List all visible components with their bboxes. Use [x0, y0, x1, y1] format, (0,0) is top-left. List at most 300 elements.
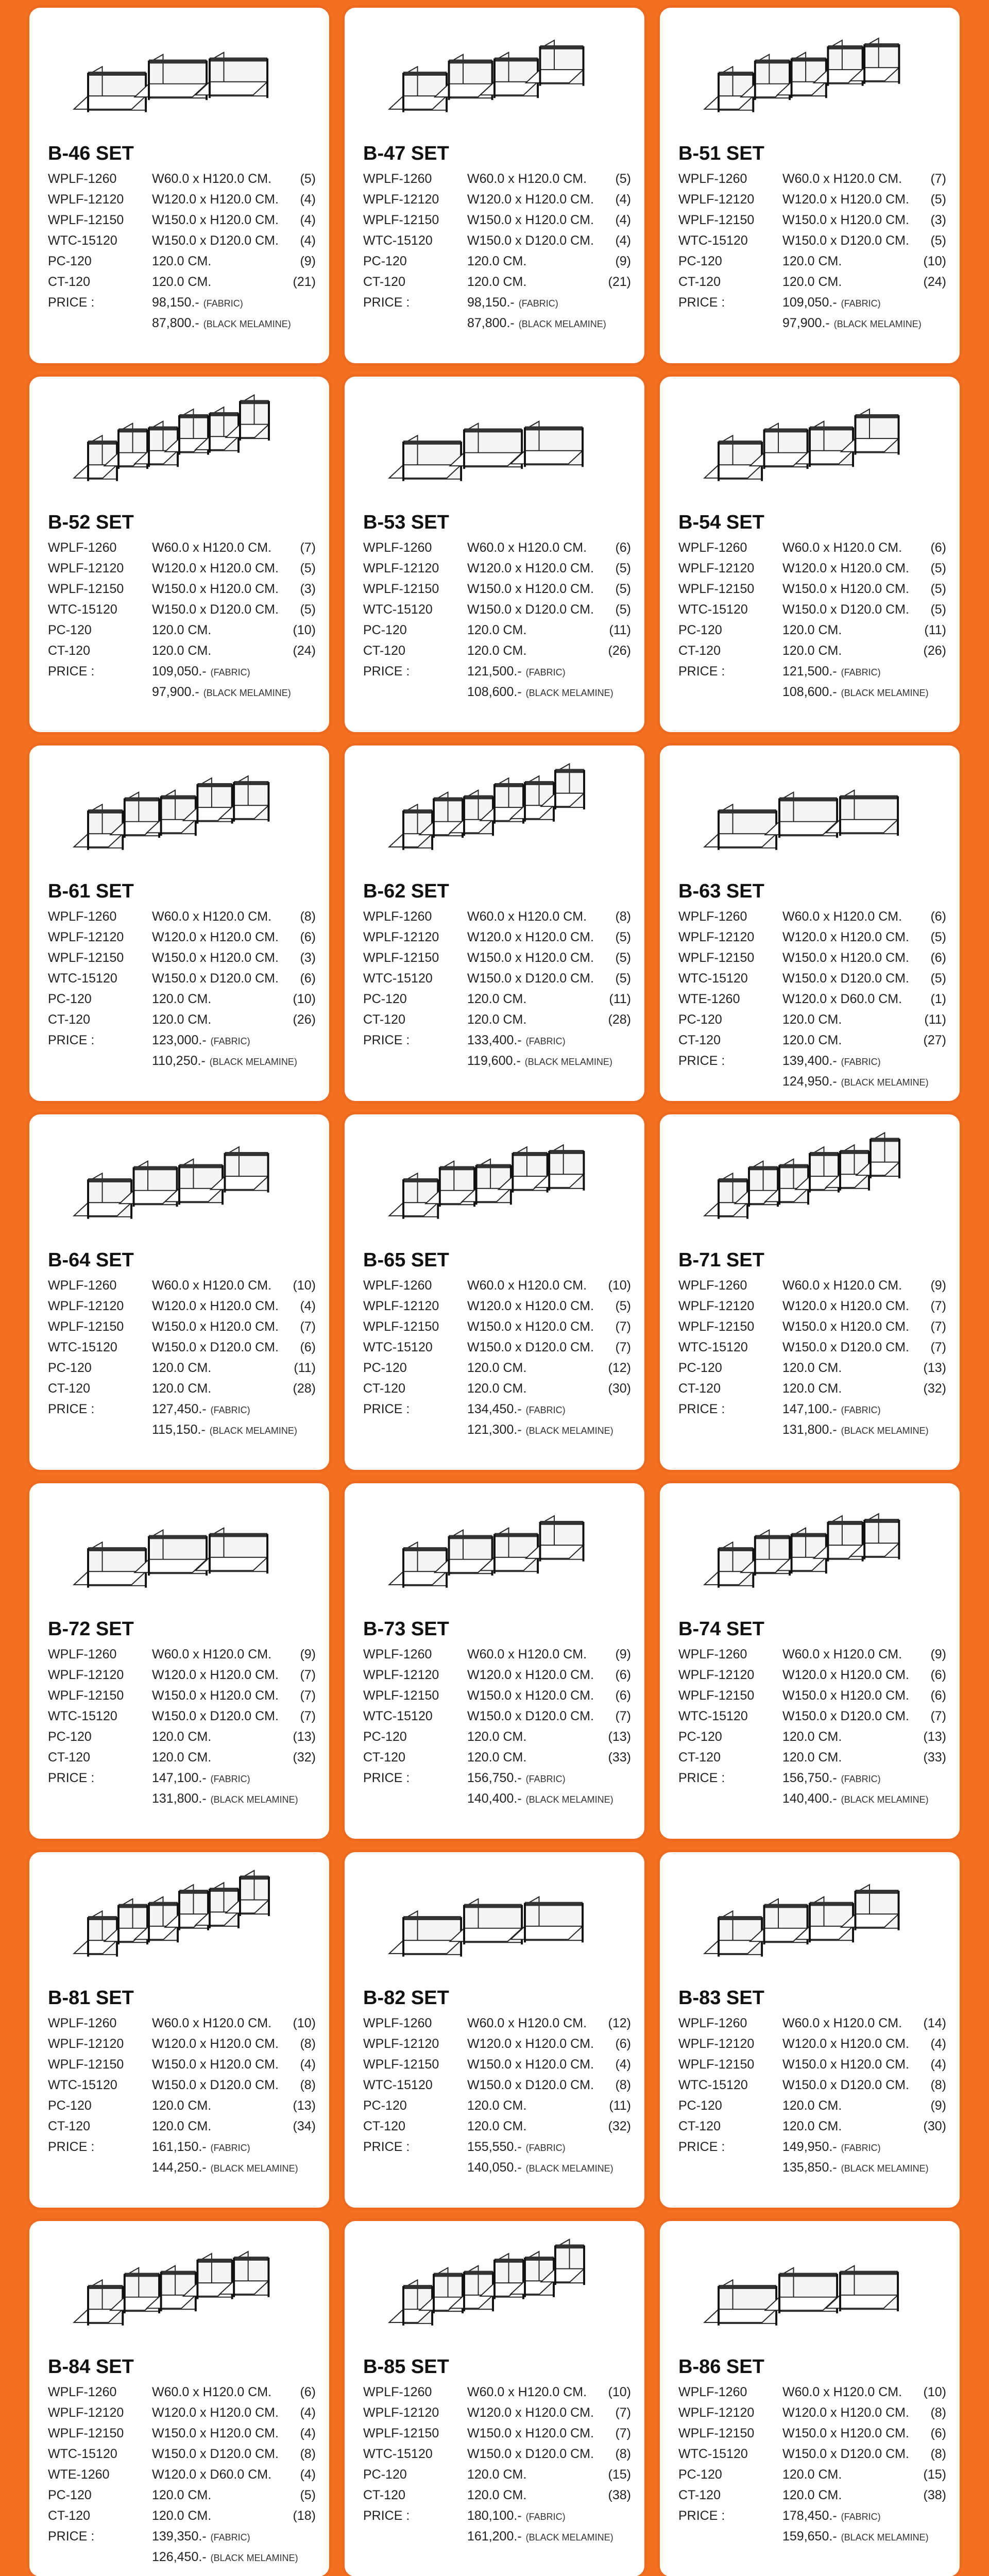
black-melamine-note: (BLACK MELAMINE) — [203, 687, 291, 698]
component-qty: (4) — [300, 212, 316, 227]
component-code: PC-120 — [678, 2098, 722, 2113]
component-code: WTC-15120 — [363, 1340, 433, 1354]
set-title: B-81 SET — [48, 1987, 134, 2009]
set-card — [657, 1112, 962, 1472]
component-row — [363, 2423, 631, 2444]
set-title: B-54 SET — [678, 512, 764, 533]
component-qty: (10) — [608, 2384, 631, 2399]
panel-frame — [179, 1164, 223, 1168]
price-row-fabric — [678, 1768, 946, 1788]
price-row-black — [48, 2547, 316, 2567]
price-row-fabric — [678, 1050, 946, 1071]
component-row — [678, 906, 946, 927]
price-row-black — [363, 1050, 631, 1071]
component-code: PC-120 — [48, 1360, 92, 1375]
component-size: W120.0 x H120.0 CM. — [152, 929, 279, 944]
component-row — [48, 1685, 316, 1706]
panel-frame — [210, 1533, 267, 1537]
panel-frame — [513, 1152, 547, 1156]
set-card — [342, 1481, 647, 1841]
set-title: B-72 SET — [48, 1618, 134, 1640]
panel-frame — [549, 1150, 584, 1154]
component-qty: (9) — [300, 253, 316, 268]
component-row — [363, 2402, 631, 2423]
component-code: PC-120 — [48, 2487, 92, 2502]
workstation-drawing — [705, 1133, 899, 1219]
component-qty: (5) — [930, 929, 946, 944]
component-qty: (6) — [930, 909, 946, 924]
panel-frame — [88, 1916, 117, 1920]
component-size: W150.0 x D120.0 CM. — [467, 1340, 594, 1354]
component-list — [363, 168, 631, 333]
component-qty: (5) — [300, 2487, 316, 2502]
panel-frame — [464, 1904, 522, 1908]
component-code: WPLF-1260 — [363, 2384, 432, 2399]
set-card — [342, 1850, 647, 2210]
component-code: WPLF-12150 — [48, 212, 124, 227]
component-size: W120.0 x H120.0 CM. — [782, 561, 909, 575]
workstation-drawing — [705, 38, 899, 112]
component-size: W150.0 x D120.0 CM. — [782, 602, 909, 617]
workstation-drawing — [389, 1516, 584, 1588]
price-black-melamine: 121,300.- — [467, 1422, 522, 1437]
product-grid — [27, 5, 962, 2576]
panel-frame — [810, 1152, 839, 1156]
component-code: CT-120 — [48, 2508, 90, 2523]
component-qty: (28) — [293, 1381, 316, 1396]
component-code: WPLF-12150 — [363, 2426, 439, 2441]
component-row — [678, 1747, 946, 1768]
component-size: 120.0 CM. — [467, 1381, 527, 1396]
component-size: W60.0 x H120.0 CM. — [467, 2384, 587, 2399]
panel-frame — [779, 798, 837, 802]
component-code: WPLF-12150 — [678, 212, 755, 227]
component-qty: (5) — [615, 561, 631, 575]
black-melamine-note: (BLACK MELAMINE) — [210, 2163, 298, 2174]
panel-frame — [555, 2244, 584, 2248]
component-qty: (7) — [300, 1688, 316, 1703]
component-size: W150.0 x H120.0 CM. — [782, 1319, 909, 1334]
set-info — [678, 512, 946, 702]
component-row — [363, 2054, 631, 2075]
component-code: WTC-15120 — [48, 233, 117, 248]
component-qty: (5) — [615, 581, 631, 596]
component-qty: (4) — [615, 233, 631, 248]
component-size: 120.0 CM. — [467, 253, 527, 268]
workstation-illustration — [660, 1483, 960, 1617]
component-code: WTC-15120 — [48, 1708, 117, 1723]
component-qty: (8) — [930, 2446, 946, 2461]
price-row-fabric — [363, 1768, 631, 1788]
component-row — [678, 620, 946, 640]
price-black-melamine: 144,250.- — [152, 2160, 207, 2175]
component-code: CT-120 — [678, 274, 721, 289]
component-row — [678, 2402, 946, 2423]
component-qty: (5) — [300, 561, 316, 575]
component-code: WTC-15120 — [48, 602, 117, 617]
component-row — [678, 947, 946, 968]
component-code: WTC-15120 — [48, 1340, 117, 1354]
component-size: W150.0 x D120.0 CM. — [782, 971, 909, 986]
component-size: W120.0 x H120.0 CM. — [782, 2405, 909, 2420]
component-size: W120.0 x H120.0 CM. — [467, 929, 594, 944]
set-info — [48, 143, 316, 333]
component-row — [48, 2423, 316, 2444]
component-size: W120.0 x H120.0 CM. — [152, 192, 279, 207]
component-code: CT-120 — [363, 1012, 405, 1027]
component-size: W150.0 x H120.0 CM. — [782, 212, 909, 227]
component-size: W150.0 x D120.0 CM. — [152, 971, 279, 986]
price-fabric: 149,950.- — [782, 2139, 837, 2154]
workstation-illustration — [29, 1114, 329, 1248]
component-row — [363, 2382, 631, 2402]
set-info — [363, 1987, 631, 2178]
component-row — [363, 579, 631, 599]
component-code: WPLF-1260 — [48, 540, 117, 555]
workstation-illustration — [345, 1114, 644, 1248]
panel-frame — [494, 2259, 523, 2263]
component-size: 120.0 CM. — [152, 2098, 212, 2113]
panel-frame — [540, 1521, 583, 1525]
component-code: WPLF-12120 — [48, 929, 124, 944]
component-code: WTC-15120 — [363, 1708, 433, 1723]
price-row-black — [678, 313, 946, 333]
component-code: WTC-15120 — [678, 2077, 748, 2092]
component-code: CT-120 — [678, 2487, 721, 2502]
workstation-drawing — [705, 1885, 899, 1957]
component-row — [48, 2485, 316, 2505]
component-row — [363, 1275, 631, 1296]
panel-frame — [494, 1533, 538, 1537]
price-row-fabric — [48, 1399, 316, 1419]
workstation-illustration — [29, 377, 329, 511]
price-row-fabric — [678, 292, 946, 313]
component-row — [48, 189, 316, 210]
component-code: WPLF-1260 — [678, 1278, 747, 1293]
component-qty: (10) — [293, 991, 316, 1006]
component-row — [363, 1378, 631, 1399]
component-code: WTE-1260 — [48, 2467, 110, 2482]
component-row — [678, 2075, 946, 2095]
component-size: 120.0 CM. — [152, 1729, 212, 1744]
price-label: PRICE : — [363, 1770, 410, 1785]
component-code: WPLF-1260 — [678, 2384, 747, 2399]
panel-frame — [210, 58, 267, 62]
component-code: PC-120 — [678, 253, 722, 268]
component-qty: (14) — [923, 2015, 946, 2030]
component-code: WTC-15120 — [363, 602, 433, 617]
price-black-wrap — [782, 1422, 946, 1437]
component-code: PC-120 — [48, 991, 92, 1006]
price-fabric: 123,000.- — [152, 1032, 207, 1047]
component-row — [363, 1296, 631, 1316]
price-fabric-wrap — [467, 2140, 631, 2155]
component-qty: (7) — [615, 1340, 631, 1354]
component-qty: (10) — [608, 1278, 631, 1293]
component-row — [678, 1726, 946, 1747]
component-size: 120.0 CM. — [782, 643, 842, 658]
component-row — [48, 927, 316, 947]
component-row — [678, 1009, 946, 1030]
component-row — [678, 579, 946, 599]
set-title: B-64 SET — [48, 1249, 134, 1271]
component-qty: (6) — [930, 540, 946, 555]
price-fabric: 178,450.- — [782, 2508, 837, 2523]
component-code: CT-120 — [363, 1381, 405, 1396]
component-code: CT-120 — [678, 1032, 721, 1047]
component-code: WPLF-12120 — [363, 561, 439, 575]
component-size: 120.0 CM. — [782, 2487, 842, 2502]
component-qty: (6) — [300, 1340, 316, 1354]
component-size: W150.0 x D120.0 CM. — [782, 1340, 909, 1354]
component-size: W120.0 x H120.0 CM. — [467, 2036, 594, 2051]
component-list — [678, 1644, 946, 1809]
component-size: W60.0 x H120.0 CM. — [467, 1278, 587, 1293]
component-row — [48, 251, 316, 272]
component-row — [363, 599, 631, 620]
set-info — [363, 1249, 631, 1440]
component-size: W150.0 x D120.0 CM. — [467, 2446, 594, 2461]
fabric-note: (FABRIC) — [525, 1773, 566, 1784]
component-code: WPLF-1260 — [363, 171, 432, 186]
panel-frame — [88, 1547, 146, 1551]
panel-frame — [403, 72, 447, 76]
component-qty: (9) — [615, 253, 631, 268]
component-qty: (26) — [293, 1012, 316, 1027]
component-list — [48, 537, 316, 702]
price-row-fabric — [363, 292, 631, 313]
component-code: WTC-15120 — [48, 2077, 117, 2092]
component-row — [678, 168, 946, 189]
set-card — [27, 1112, 332, 1472]
workstation-drawing — [389, 764, 584, 850]
component-size: 120.0 CM. — [152, 622, 212, 637]
component-qty: (38) — [923, 2487, 946, 2502]
component-list — [363, 2013, 631, 2178]
component-size: 120.0 CM. — [467, 2487, 527, 2502]
set-title: B-86 SET — [678, 2356, 764, 2378]
price-label: PRICE : — [48, 1032, 95, 1047]
price-row-black — [678, 1788, 946, 1809]
set-card — [27, 743, 332, 1104]
price-fabric-wrap — [782, 295, 946, 310]
set-card — [657, 1850, 962, 2210]
price-label: PRICE : — [363, 1032, 410, 1047]
panel-frame — [855, 1890, 898, 1894]
workstation-drawing — [74, 2251, 269, 2326]
component-size: W60.0 x H120.0 CM. — [467, 909, 587, 924]
component-size: W60.0 x H120.0 CM. — [152, 2015, 272, 2030]
component-row — [363, 1316, 631, 1337]
component-row — [678, 927, 946, 947]
component-size: 120.0 CM. — [467, 1729, 527, 1744]
component-row — [678, 230, 946, 251]
component-size: W150.0 x D120.0 CM. — [152, 233, 279, 248]
component-qty: (1) — [930, 991, 946, 1006]
component-row — [678, 1685, 946, 1706]
price-black-melamine: 97,900.- — [152, 684, 199, 699]
fabric-note: (FABRIC) — [525, 1036, 566, 1046]
panel-frame — [719, 1178, 747, 1182]
component-size: W150.0 x D120.0 CM. — [782, 2077, 909, 2092]
component-row — [363, 537, 631, 558]
component-code: CT-120 — [48, 1012, 90, 1027]
component-qty: (7) — [615, 1708, 631, 1723]
price-label: PRICE : — [48, 1770, 95, 1785]
component-code: WPLF-1260 — [363, 909, 432, 924]
component-qty: (5) — [300, 171, 316, 186]
component-row — [678, 1030, 946, 1050]
component-row — [678, 1706, 946, 1726]
component-row — [678, 1296, 946, 1316]
workstation-drawing — [705, 409, 899, 481]
fabric-note: (FABRIC) — [525, 667, 566, 677]
component-size: W150.0 x D120.0 CM. — [467, 971, 594, 986]
panel-frame — [161, 2271, 196, 2275]
price-black-wrap — [467, 1791, 631, 1806]
component-size: W150.0 x D120.0 CM. — [467, 2077, 594, 2092]
component-row — [48, 2033, 316, 2054]
component-qty: (4) — [300, 1298, 316, 1313]
workstation-drawing — [705, 2266, 898, 2326]
component-qty: (10) — [293, 2015, 316, 2030]
component-code: CT-120 — [48, 1381, 90, 1396]
component-size: W150.0 x H120.0 CM. — [467, 2426, 594, 2441]
component-row — [48, 2054, 316, 2075]
component-code: CT-120 — [363, 274, 405, 289]
component-qty: (4) — [615, 212, 631, 227]
component-row — [48, 906, 316, 927]
component-row — [48, 2382, 316, 2402]
price-black-wrap — [782, 2529, 946, 2544]
price-label: PRICE : — [48, 1401, 95, 1416]
component-size: W150.0 x D120.0 CM. — [467, 233, 594, 248]
panel-frame — [197, 2259, 232, 2263]
set-info — [363, 143, 631, 333]
component-size: W60.0 x H120.0 CM. — [467, 2015, 587, 2030]
black-melamine-note: (BLACK MELAMINE) — [203, 318, 291, 329]
price-row-black — [678, 682, 946, 702]
price-fabric-wrap — [467, 295, 631, 310]
price-row-black — [363, 313, 631, 333]
price-row-fabric — [48, 2526, 316, 2547]
component-qty: (9) — [930, 1278, 946, 1293]
component-list — [48, 2382, 316, 2567]
component-size: 120.0 CM. — [467, 1750, 527, 1765]
set-card — [27, 1850, 332, 2210]
panel-frame — [525, 781, 554, 785]
component-code: WPLF-12120 — [363, 929, 439, 944]
price-black-wrap — [152, 316, 316, 331]
price-black-wrap — [782, 316, 946, 331]
fabric-note: (FABRIC) — [210, 2532, 250, 2543]
component-row — [363, 189, 631, 210]
price-row-fabric — [48, 1030, 316, 1050]
price-black-wrap — [152, 2160, 316, 2175]
component-row — [363, 558, 631, 579]
set-title: B-73 SET — [363, 1618, 449, 1640]
component-qty: (5) — [930, 602, 946, 617]
panel-frame — [88, 809, 123, 814]
component-code: WPLF-12150 — [48, 1319, 124, 1334]
component-row — [48, 2075, 316, 2095]
black-melamine-note: (BLACK MELAMINE) — [841, 687, 929, 698]
component-qty: (24) — [293, 643, 316, 658]
price-black-melamine: 97,900.- — [782, 315, 830, 330]
component-qty: (6) — [615, 2036, 631, 2051]
component-list — [678, 2013, 946, 2178]
set-card — [27, 2218, 332, 2576]
component-row — [678, 2013, 946, 2033]
black-melamine-note: (BLACK MELAMINE) — [525, 687, 613, 698]
component-qty: (15) — [923, 2467, 946, 2482]
component-size: W150.0 x H120.0 CM. — [152, 2426, 279, 2441]
component-row — [678, 1378, 946, 1399]
set-info — [363, 512, 631, 702]
component-row — [48, 2095, 316, 2116]
component-code: WPLF-1260 — [678, 1647, 747, 1662]
set-title: B-83 SET — [678, 1987, 764, 2009]
set-card — [342, 5, 647, 366]
component-code: PC-120 — [48, 253, 92, 268]
component-size: W120.0 x H120.0 CM. — [782, 1298, 909, 1313]
component-code: WTC-15120 — [678, 233, 748, 248]
component-qty: (4) — [300, 2405, 316, 2420]
component-row — [48, 1747, 316, 1768]
component-row — [363, 230, 631, 251]
component-qty: (8) — [300, 2446, 316, 2461]
panel-frame — [828, 45, 862, 49]
component-size: 120.0 CM. — [782, 1729, 842, 1744]
panel-frame — [149, 60, 207, 64]
component-list — [48, 1275, 316, 1440]
component-code: WPLF-12120 — [678, 1298, 755, 1313]
component-code: CT-120 — [48, 274, 90, 289]
component-size: W150.0 x D120.0 CM. — [152, 1708, 279, 1723]
component-qty: (7) — [300, 1667, 316, 1682]
workstation-illustration — [29, 745, 329, 879]
component-qty: (3) — [930, 212, 946, 227]
price-black-wrap — [152, 1791, 316, 1806]
workstation-illustration — [660, 1852, 960, 1986]
workstation-drawing — [705, 1514, 899, 1588]
panel-frame — [197, 783, 232, 787]
component-code: CT-120 — [363, 2487, 405, 2502]
panel-frame — [779, 2273, 837, 2277]
component-code: WPLF-12120 — [363, 192, 439, 207]
component-code: WTC-15120 — [363, 2446, 433, 2461]
component-qty: (4) — [930, 2057, 946, 2072]
panel-frame — [88, 440, 117, 445]
component-list — [678, 537, 946, 702]
price-black-melamine: 126,450.- — [152, 2549, 207, 2564]
component-size: W150.0 x H120.0 CM. — [152, 950, 279, 965]
price-row-black — [48, 1788, 316, 1809]
component-code: PC-120 — [678, 1729, 722, 1744]
panel-frame — [864, 1519, 899, 1523]
set-title: B-62 SET — [363, 880, 449, 902]
price-black-melamine: 159,650.- — [782, 2529, 837, 2544]
set-title: B-84 SET — [48, 2356, 134, 2378]
price-label: PRICE : — [48, 2139, 95, 2154]
component-code: WPLF-12120 — [678, 1667, 755, 1682]
panel-frame — [810, 427, 853, 431]
component-row — [678, 989, 946, 1009]
price-label: PRICE : — [48, 295, 95, 310]
component-qty: (4) — [300, 2426, 316, 2441]
price-black-wrap — [152, 2550, 316, 2565]
set-info — [678, 143, 946, 333]
